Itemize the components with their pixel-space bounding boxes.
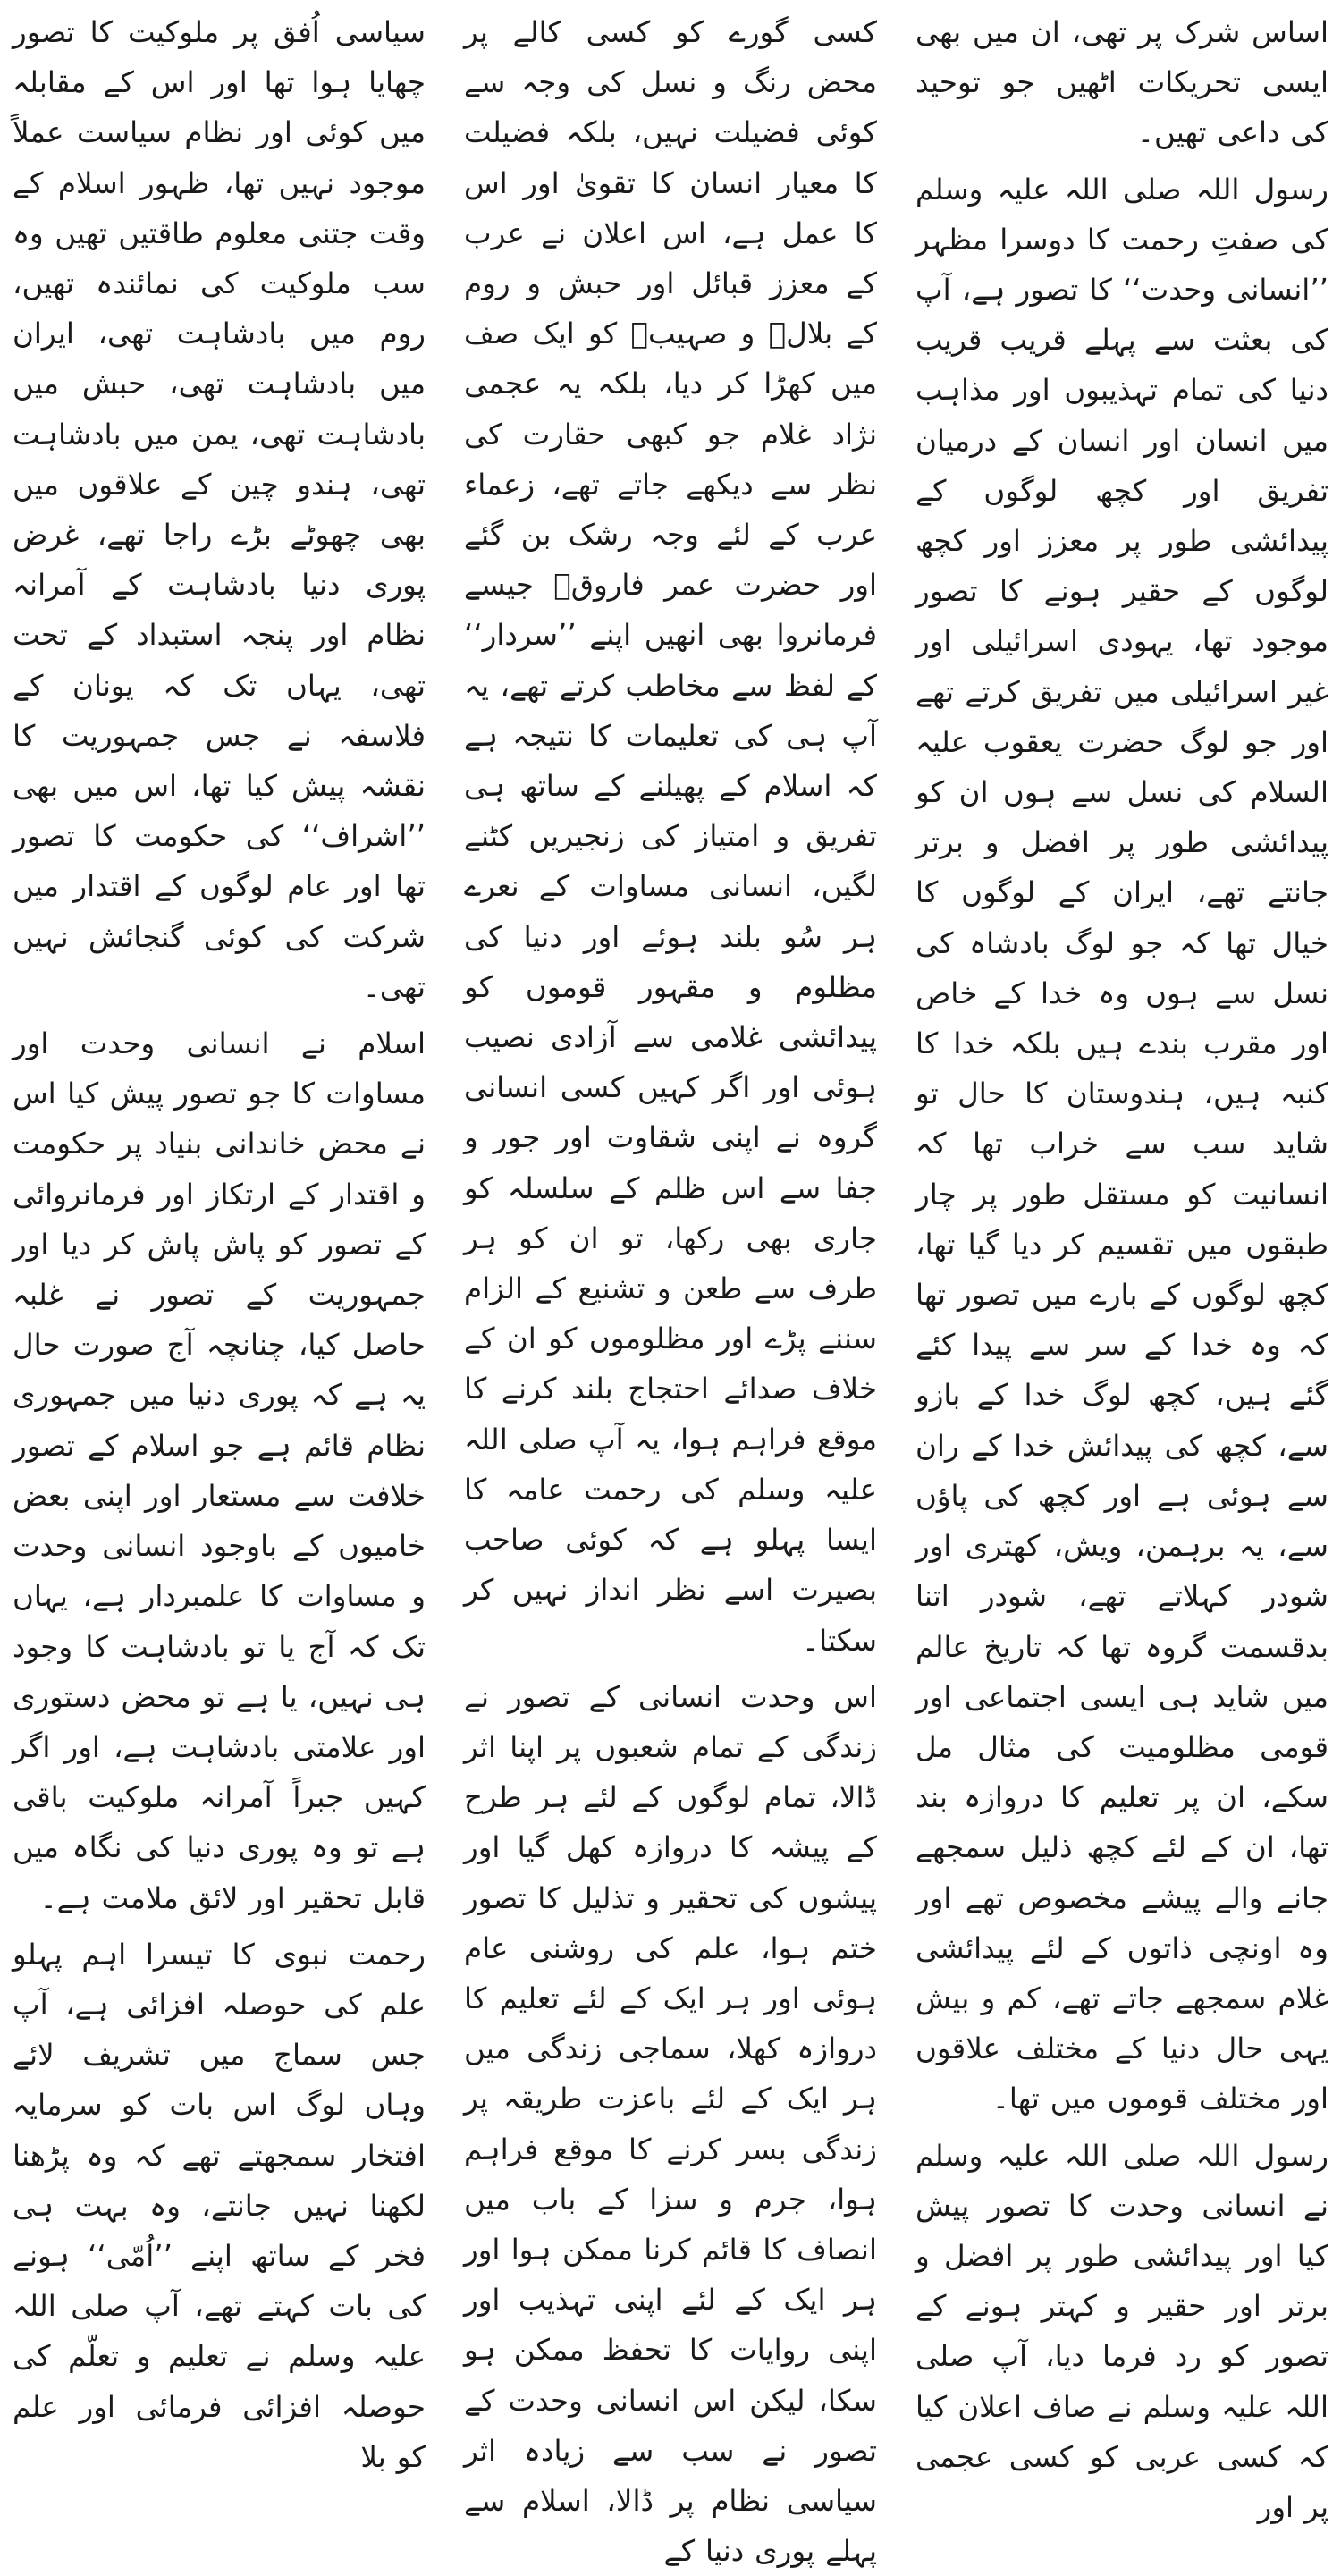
- paragraph: کسی گورے کو کسی کالے پر محض رنگ و نسل کی وجہ سے کوئی فضیلت نہیں، بلکہ فضیلت کا معیار انسان کا تقویٰ اور اس کا عمل ہے، اس اعلان نے عرب کے معزز قبائل اور حبش و روم کے بلالؓ و صہیبؓ کو ایک صف میں کھڑا کر دیا، بلکہ یہ عجمی نژاد غلام جو کبھی حقارت کی نظر سے دیکھے جاتے تھے، زعماء عرب کے لئے وجہ رشک بن گئے اور حضرت عمر فاروقؓ جیسے فرمانروا بھی انھیں اپنے ’’سردار‘‘ کے لفظ سے مخاطب کرتے تھے، یہ آپ ہی کی تعلیمات کا نتیجہ ہے کہ اسلام کے پھیلنے کے ساتھ ہی تفریق و امتیاز کی زنجیریں کٹنے لگیں، انسانی مساوات کے نعرے ہر سُو بلند ہوئے اور دنیا کی مظلوم و مقہور قوموں کو پیدائشی غلامی سے آزادی نصیب ہوئی اور اگر کہیں کسی انسانی گروہ نے اپنی شقاوت اور جور و جفا سے اس ظلم کے سلسلہ کو جاری بھی رکھا، تو ان کو ہر طرف سے طعن و تشنیع کے الزام سننے پڑے اور مظلوموں کو ان کے خلاف صدائے احتجاج بلند کرنے کا موقع فراہم ہوا، یہ آپ صلی اللہ علیہ وسلم کی رحمت عامہ کا ایسا پہلو ہے کہ کوئی صاحب بصیرت اسے نظر انداز نہیں کر سکتا۔: [464, 15, 877, 1658]
- paragraph: اس وحدت انسانی کے تصور نے زندگی کے تمام شعبوں پر اپنا اثر ڈالا، تمام لوگوں کے لئے ہر طرح کے پیشہ کا دروازہ کھل گیا اور پیشوں کی تحقیر و تذلیل کا تصور ختم ہوا، علم کی روشنی عام ہوئی اور ہر ایک کے لئے تعلیم کا دروازہ کھلا، سماجی زندگی میں ہر ایک کے لئے باعزت طریقہ پر زندگی بسر کرنے کا موقع فراہم ہوا، جرم و سزا کے باب میں انصاف کا قائم کرنا ممکن ہوا اور ہر ایک کے لئے اپنی تہذیب اور اپنی روایات کا تحفظ ممکن ہو سکا، لیکن اس انسانی وحدت کے تصور نے سب سے زیادہ اثر سیاسی نظام پر ڈالا، اسلام سے پہلے پوری دنیا کے: [464, 1679, 877, 2569]
- column-left: [13, 7, 426, 2474]
- paragraph: رسول اللہ صلی اللہ علیہ وسلم کی صفتِ رحمت کا دوسرا مظہر ’’انسانی وحدت‘‘ کا تصور ہے، آپ کی بعثت سے پہلے قریب قریب دنیا کی تمام تہذیبوں اور مذاہب میں انسان اور انسان کے درمیان تفریق اور کچھ لوگوں کے پیدائشی طور پر معزز اور کچھ لوگوں کے حقیر ہونے کا تصور موجود تھا، یہودی اسرائیلی اور غیر اسرائیلی میں تفریق کرتے تھے اور جو لوگ حضرت یعقوب علیہ السلام کی نسل سے ہوں ان کو پیدائشی طور پر افضل و برتر جانتے تھے، ایران کے لوگوں کا خیال تھا کہ جو لوگ بادشاہ کی نسل سے ہوں وہ خدا کے خاص اور مقرب بندے ہیں بلکہ خدا کا کنبہ ہیں، ہندوستان کا حال تو شاید سب سے خراب تھا کہ انسانیت کو مستقل طور پر چار طبقوں میں تقسیم کر دیا گیا تھا، کچھ لوگوں کے بارے میں تصور تھا کہ وہ خدا کے سر سے پیدا کئے گئے ہیں، کچھ لوگ خدا کے بازو سے، کچھ کی پیدائش خدا کے ران سے ہوئی ہے اور کچھ کی پاؤں سے، یہ برہمن، ویش، کھتری اور شودر کہلاتے تھے، شودر اتنا بدقسمت گروہ تھا کہ تاریخ عالم میں شاید ہی ایسی اجتماعی اور قومی مظلومیت کی مثال مل سکے، ان پر تعلیم کا دروازہ بند تھا، ان کے لئے کچھ ذلیل سمجھے جانے والے پیشے مخصوص تھے اور وہ اونچی ذاتوں کے لئے پیدائشی غلام سمجھے جاتے تھے، کم و بیش یہی حال دنیا کے مختلف علاقوں اور مختلف قوموں میں تھا۔: [915, 172, 1328, 2116]
- paragraph: اسلام نے انسانی وحدت اور مساوات کا جو تصور پیش کیا اس نے محض خاندانی بنیاد پر حکومت و اقتدار کے ارتکاز اور فرمانروائی کے تصور کو پاش پاش کر دیا اور جمہوریت کے تصور نے غلبہ حاصل کیا، چنانچہ آج صورت حال یہ ہے کہ پوری دنیا میں جمہوری نظام قائم ہے جو اسلام کے تصور خلافت سے مستعار اور اپنی بعض خامیوں کے باوجود انسانی وحدت و مساوات کا علمبردار ہے، یہاں تک کہ آج یا تو بادشاہت کا وجود ہی نہیں، یا ہے تو محض دستوری اور علامتی بادشاہت ہے، اور اگر کہیں جبراً آمرانہ ملوکیت باقی ہے تو وہ پوری دنیا کی نگاہ میں قابل تحقیر اور لائق ملامت ہے۔: [13, 1026, 426, 1915]
- column-right: [915, 7, 1328, 2524]
- paragraph: سیاسی اُفق پر ملوکیت کا تصور چھایا ہوا تھا اور اس کے مقابلہ میں کوئی اور نظام سیاست عملاً موجود نہیں تھا، ظہور اسلام کے وقت جتنی معلوم طاقتیں تھیں وہ سب ملوکیت کی نمائندہ تھیں، روم میں بادشاہت تھی، ایران میں بادشاہت تھی، حبش میں بادشاہت تھی، یمن میں بادشاہت تھی، ہندو چین کے علاقوں میں بھی چھوٹے بڑے راجا تھے، غرض پوری دنیا بادشاہت کے آمرانہ نظام اور پنجہ استبداد کے تحت تھی، یہاں تک کہ یونان کے فلاسفہ نے جس جمہوریت کا نقشہ پیش کیا تھا، اس میں بھی ’’اشراف‘‘ کی حکومت کا تصور تھا اور عام لوگوں کے اقتدار میں شرکت کی کوئی گنجائش نہیں تھی۔: [13, 15, 426, 1004]
- column-middle: [464, 7, 877, 2569]
- article-columns: [13, 7, 1328, 2569]
- paragraph: اساس شرک پر تھی، ان میں بھی ایسی تحریکات اٹھیں جو توحید کی داعی تھیں۔: [915, 15, 1328, 150]
- paragraph: رسول اللہ صلی اللہ علیہ وسلم نے انسانی وحدت کا تصور پیش کیا اور پیدائشی طور پر افضل و برتر اور حقیر و کہتر ہونے کے تصور کو رد فرما دیا، آپ صلی اللہ علیہ وسلم نے صاف اعلان کیا کہ کسی عربی کو کسی عجمی پر اور: [915, 2138, 1328, 2524]
- paragraph: رحمت نبوی کا تیسرا اہم پہلو علم کی حوصلہ افزائی ہے، آپ جس سماج میں تشریف لائے وہاں لوگ اس بات کو سرمایہ افتخار سمجھتے تھے کہ وہ پڑھنا لکھنا نہیں جانتے، وہ بہت ہی فخر کے ساتھ اپنے ’’اُمّی‘‘ ہونے کی بات کہتے تھے، آپ صلی اللہ علیہ وسلم نے تعلیم و تعلّم کی حوصلہ افزائی فرمائی اور علم کو بلا: [13, 1937, 426, 2474]
